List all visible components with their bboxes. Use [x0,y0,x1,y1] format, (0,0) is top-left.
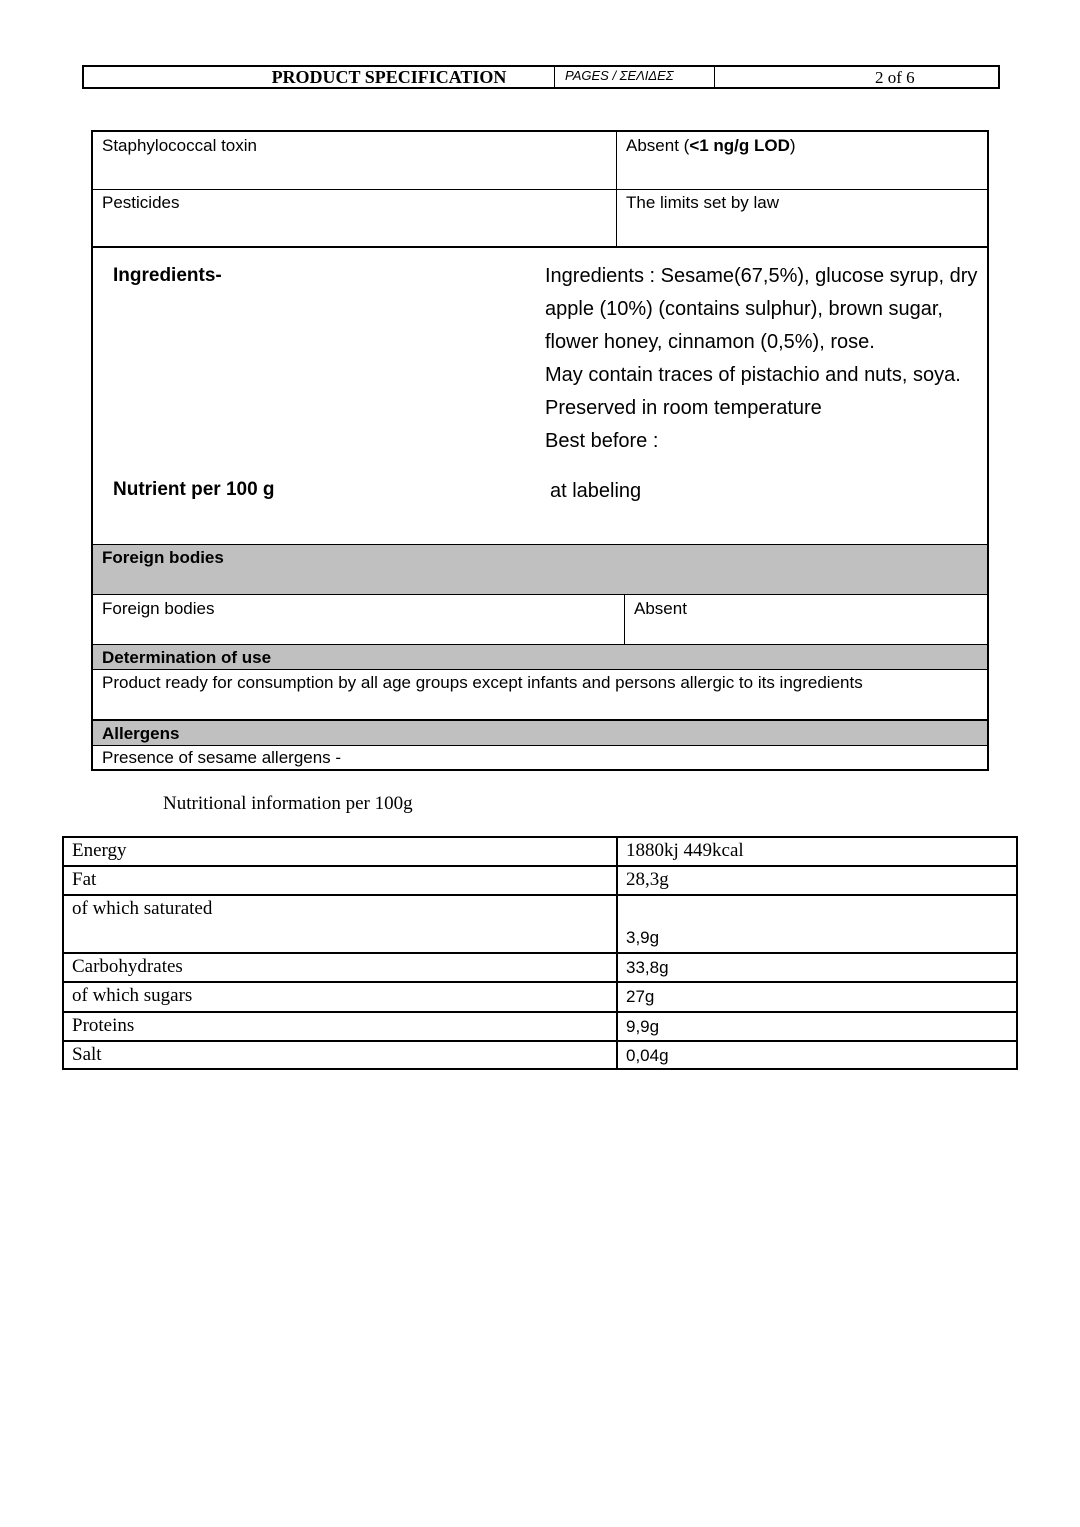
ingredients-line: Ingredients : Sesame(67,5%), glucose syrup, dry [545,265,978,287]
allergens-text: Presence of sesame allergens - [102,748,342,767]
foreign-bodies-value: Absent [634,599,687,618]
document-title: PRODUCT SPECIFICATION [84,67,555,87]
nutrient-value: 27g [626,987,655,1006]
nutrient-value: 1880kj 449kcal [626,840,744,861]
page-number: 2 of 6 [875,68,915,87]
table-row [64,1013,1016,1042]
nutrient-label: of which saturated [72,898,213,919]
allergens-heading: Allergens [102,724,180,743]
table-row [64,1042,1016,1070]
ingredients-line: flower honey, cinnamon (0,5%), rose. [545,331,875,353]
allergens-header [93,721,987,745]
nutrient-label: of which sugars [72,985,193,1006]
determination-text: Product ready for consumption by all age groups except infants and persons allergic to its ingredients [102,673,863,692]
nutrient-value: 3,9g [626,928,660,947]
foreign-bodies-heading: Foreign bodies [102,548,224,567]
ingredients-text [545,260,977,458]
nutrient-label: Proteins [72,1015,135,1036]
ingredients-line: apple (10%) (contains sulphur), brown sugar, [545,298,943,320]
pesticides-value: The limits set by law [626,193,780,212]
table-row [64,954,1016,983]
pages-label: PAGES / ΣΕΛΙΔΕΣ [555,67,715,87]
nutrient-label: Carbohydrates [72,956,183,977]
table-row [64,838,1016,867]
determination-heading: Determination of use [102,648,272,667]
nutrient-label: Fat [72,869,97,890]
table-row [64,867,1016,896]
table-row [64,983,1016,1013]
nutrition-table [62,836,1018,1070]
nutrient-value: 0,04g [626,1046,669,1065]
table-row-foreign-bodies [93,595,987,644]
staphylococcal-value: Absent (<1 ng/g LOD) [626,136,796,155]
foreign-bodies-header [93,545,987,594]
nutrient-per-100g-label: Nutrient per 100 g [113,479,275,500]
page-header [82,65,1000,89]
at-labeling-value: at labeling [550,480,642,502]
ingredients-line: Preserved in room temperature [545,397,822,419]
table-row-determination [93,670,987,719]
nutrient-value: 28,3g [626,869,669,890]
ingredients-line: May contain traces of pistachio and nuts, soya. [545,364,961,386]
nutrition-title: Nutritional information per 100g [163,793,413,814]
determination-header [93,645,987,669]
pesticides-label: Pesticides [102,193,180,212]
nutrient-value: 9,9g [626,1017,660,1036]
nutrient-label: Energy [72,840,127,861]
ingredients-line: Best before : [545,430,659,452]
table-row-pesticides [93,190,987,247]
table-row [64,896,1016,954]
staphylococcal-label: Staphylococcal toxin [102,136,257,155]
ingredients-label: Ingredients- [113,265,222,286]
table-row-staphylococcal [93,132,987,189]
table-row-allergens [93,746,987,769]
nutrient-label: Salt [72,1044,102,1065]
specification-table [91,130,989,771]
foreign-bodies-label: Foreign bodies [102,599,215,618]
nutrient-value: 33,8g [626,958,669,977]
